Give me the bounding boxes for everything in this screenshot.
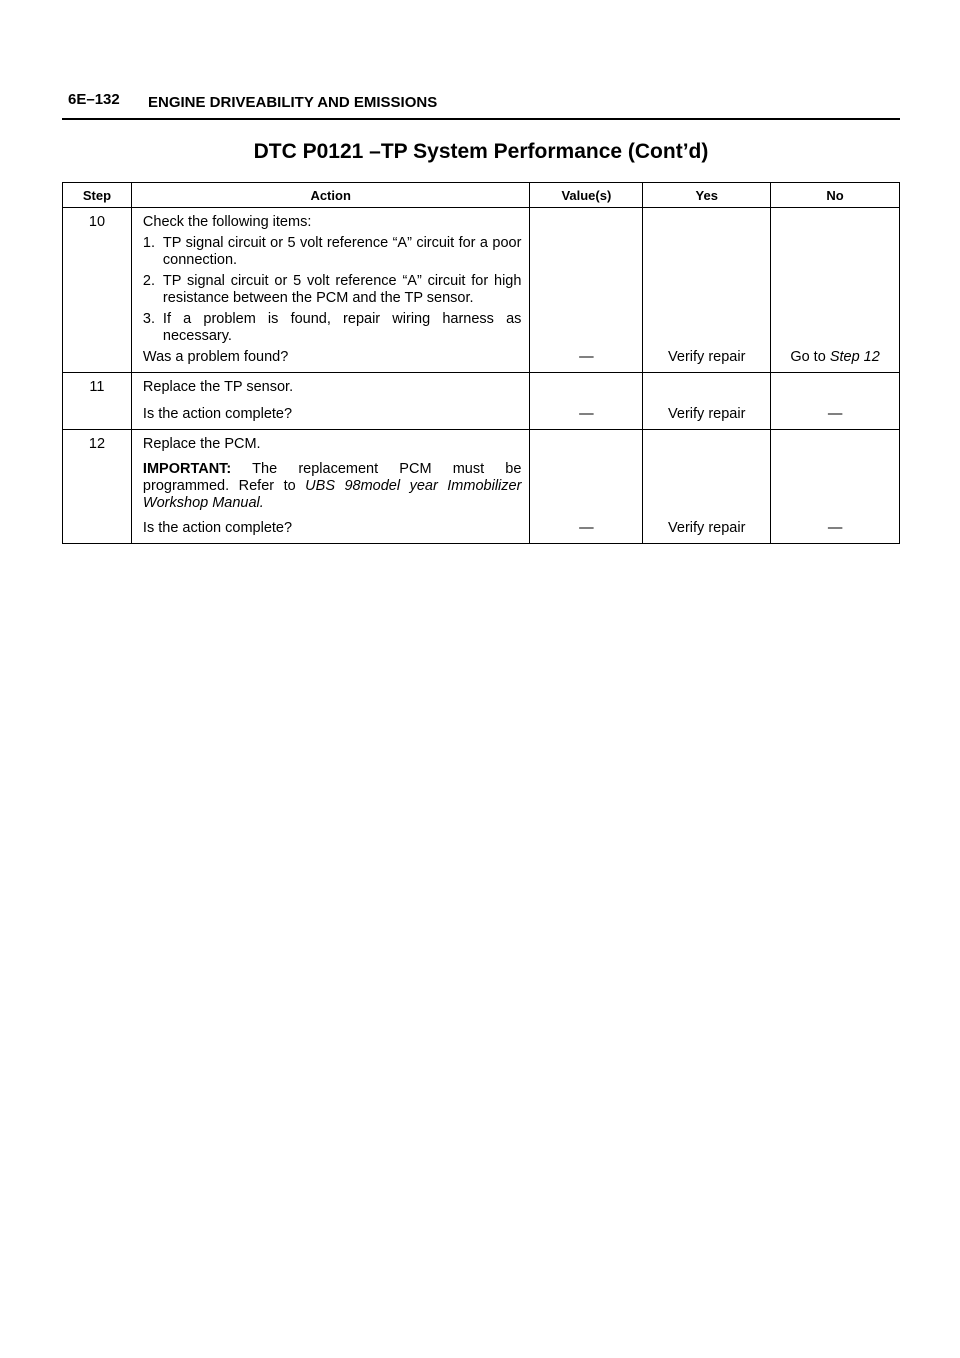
step-number: 12 (63, 430, 132, 544)
important-note (143, 461, 522, 512)
action-question: Is the action complete? (142, 520, 293, 536)
important-label: IMPORTANT: (142, 461, 232, 477)
no-cell: — (771, 430, 900, 544)
action-cell (131, 208, 530, 373)
page-header (62, 88, 900, 120)
action-intro: Check the following items: (142, 214, 312, 230)
value-cell: — (530, 373, 643, 430)
manual-reference: UBS 98model year Immobilizer Workshop Manual. (142, 478, 522, 511)
action-cell (131, 373, 530, 430)
value-cell: — (530, 430, 643, 544)
yes-cell: Verify repair (643, 430, 771, 544)
no-prefix: Go to (790, 349, 830, 365)
action-intro: Replace the TP sensor. (142, 379, 294, 395)
list-number: 2. (142, 273, 156, 289)
list-item (143, 273, 522, 307)
action-question: Was a problem found? (142, 349, 289, 365)
no-cell (771, 208, 900, 373)
list-item (143, 311, 522, 345)
page-number: 6E–132 (68, 91, 120, 108)
step-number: 11 (63, 373, 132, 430)
list-item (143, 235, 522, 269)
list-text: TP signal circuit or 5 volt reference “A” circuit for a poor connection. (162, 235, 522, 268)
table-header-row (63, 183, 900, 208)
action-question: Is the action complete? (142, 406, 293, 422)
section-title: ENGINE DRIVEABILITY AND EMISSIONS (148, 94, 438, 111)
yes-cell: Verify repair (643, 373, 771, 430)
diagnostic-table (62, 182, 900, 544)
step-reference-link: Step 12 (829, 349, 880, 365)
list-text: TP signal circuit or 5 volt reference “A” circuit for high resistance between the PCM and the TP sensor. (162, 273, 522, 306)
list-number: 1. (142, 235, 156, 251)
table-row (63, 373, 900, 430)
column-header-yes: Yes (643, 183, 771, 208)
list-number: 3. (142, 311, 156, 327)
page-title: DTC P0121 –TP System Performance (Cont’d) (253, 140, 709, 163)
value-cell: — (530, 208, 643, 373)
column-header-no: No (771, 183, 900, 208)
no-cell: — (771, 373, 900, 430)
column-header-step: Step (63, 183, 132, 208)
column-header-values: Value(s) (530, 183, 643, 208)
list-text: If a problem is found, repair wiring harness as necessary. (162, 311, 522, 344)
table-row (63, 430, 900, 544)
important-text: The replacement PCM must be programmed. Refer to (142, 461, 522, 494)
action-cell (131, 430, 530, 544)
action-intro: Replace the PCM. (142, 436, 261, 452)
table-row (63, 208, 900, 373)
step-number: 10 (63, 208, 132, 373)
column-header-action: Action (131, 183, 530, 208)
yes-cell: Verify repair (643, 208, 771, 373)
